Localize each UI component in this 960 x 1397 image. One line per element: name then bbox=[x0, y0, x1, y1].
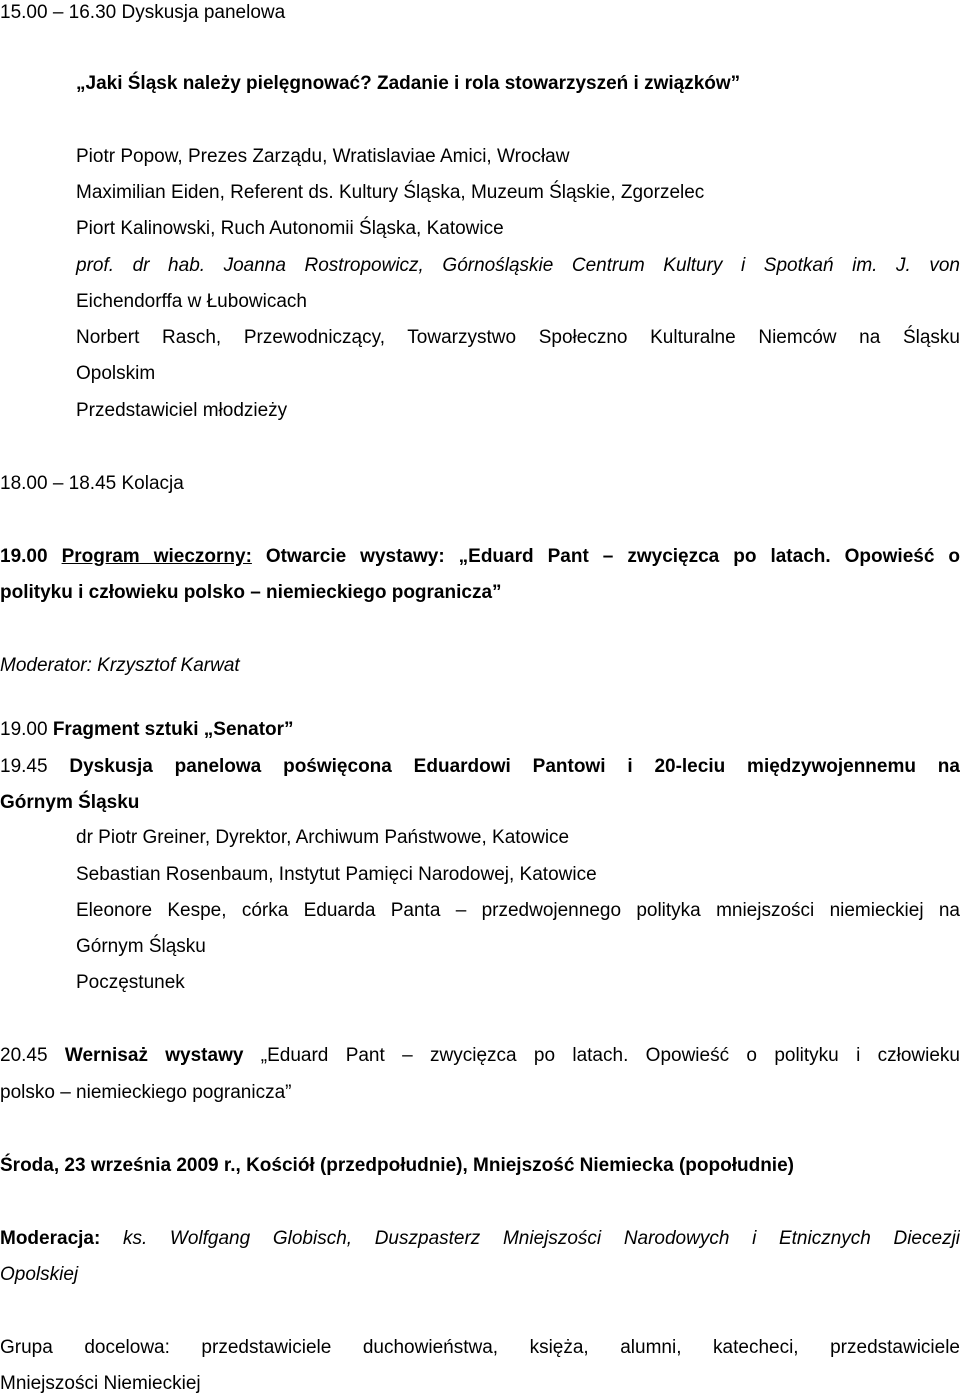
fragment-time: 19.00 bbox=[0, 719, 48, 740]
speaker-5-line1: Norbert Rasch, Przewodniczący, Towarzystwo Społeczno Kulturalne Niemców na Śląsku bbox=[76, 327, 960, 348]
discussion2-line2: Górnym Śląsku bbox=[0, 792, 140, 813]
speaker-1: Piotr Popow, Prezes Zarządu, Wratislaviae Amici, Wrocław bbox=[76, 146, 570, 167]
vernissage-time: 20.45 bbox=[0, 1045, 48, 1066]
moderation-rest: ks. Wolfgang Globisch, Duszpasterz Mniejszości Narodowych i Etnicznych Diecezji bbox=[122, 1228, 960, 1249]
discussion2-speaker-1: dr Piotr Greiner, Dyrektor, Archiwum Państwowe, Katowice bbox=[76, 827, 570, 848]
moderation-line1 bbox=[0, 1228, 960, 1250]
evening-line1-rest: Otwarcie wystawy: „Eduard Pant – zwycięzca po latach. Opowieść o bbox=[265, 546, 960, 567]
discussion2-speaker-3-line1: Eleonore Kespe, córka Eduarda Panta – przedwojennego polityka mniejszości niemieckiej na bbox=[76, 900, 960, 921]
speaker-5-line2: Opolskim bbox=[76, 363, 156, 384]
kolacja-label: Kolacja bbox=[121, 473, 184, 494]
vernissage-rest: „Eduard Pant – zwycięzca po latach. Opowieść o polityku i człowieku bbox=[260, 1045, 960, 1066]
fragment-line bbox=[0, 719, 294, 741]
vernissage-line1 bbox=[0, 1045, 960, 1067]
evening-moderator: Moderator: Krzysztof Karwat bbox=[0, 655, 240, 676]
refreshment: Poczęstunek bbox=[76, 972, 185, 993]
moderation-label: Moderacja: bbox=[0, 1228, 101, 1249]
evening-program-label: Program wieczorny: bbox=[61, 546, 252, 567]
evening-time: 19.00 bbox=[0, 546, 48, 567]
moderation-line2: Opolskiej bbox=[0, 1264, 79, 1285]
speaker-6: Przedstawiciel młodzieży bbox=[76, 400, 288, 421]
speaker-4-line1: prof. dr hab. Joanna Rostropowicz, Górnośląskie Centrum Kultury i Spotkań im. J. von bbox=[76, 255, 960, 276]
session1-topic: „Jaki Śląsk należy pielęgnować? Zadanie i rola stowarzyszeń i związków” bbox=[76, 73, 741, 94]
discussion2-speaker-2: Sebastian Rosenbaum, Instytut Pamięci Narodowej, Katowice bbox=[76, 864, 597, 885]
speaker-2: Maximilian Eiden, Referent ds. Kultury Śląska, Muzeum Śląskie, Zgorzelec bbox=[76, 182, 705, 203]
evening-line2: polityku i człowieku polsko – niemieckiego pogranicza” bbox=[0, 582, 502, 603]
speaker-3: Piort Kalinowski, Ruch Autonomii Śląska, Katowice bbox=[76, 218, 504, 239]
discussion2-time: 19.45 bbox=[0, 756, 48, 777]
discussion2-speaker-3-line2: Górnym Śląsku bbox=[76, 936, 206, 957]
fragment-label: Fragment sztuki „Senator” bbox=[52, 719, 294, 740]
kolacja-line bbox=[0, 473, 184, 495]
speaker-4-line2: Eichendorffa w Łubowicach bbox=[76, 291, 307, 312]
vernissage-line2: polsko – niemieckiego pogranicza” bbox=[0, 1082, 292, 1103]
kolacja-time: 18.00 – 18.45 bbox=[0, 473, 117, 494]
target-line2: Mniejszości Niemieckiej bbox=[0, 1373, 201, 1394]
target-line1: Grupa docelowa: przedstawiciele duchowieństwa, księża, alumni, katecheci, przedstawiciele bbox=[0, 1337, 960, 1358]
vernissage-bold: Wernisaż wystawy bbox=[64, 1045, 244, 1066]
session1-time: 15.00 – 16.30 bbox=[0, 2, 117, 23]
session1-heading bbox=[0, 2, 285, 24]
discussion2-line1 bbox=[0, 756, 960, 778]
wednesday-heading: Środa, 23 września 2009 r., Kościół (przedpołudnie), Mniejszość Niemiecka (popołudnie) bbox=[0, 1155, 794, 1176]
session1-label: Dyskusja panelowa bbox=[121, 2, 286, 23]
discussion2-line1-text: Dyskusja panelowa poświęcona Eduardowi Pantowi i 20-leciu międzywojennemu na bbox=[69, 756, 960, 777]
evening-line1 bbox=[0, 546, 960, 568]
